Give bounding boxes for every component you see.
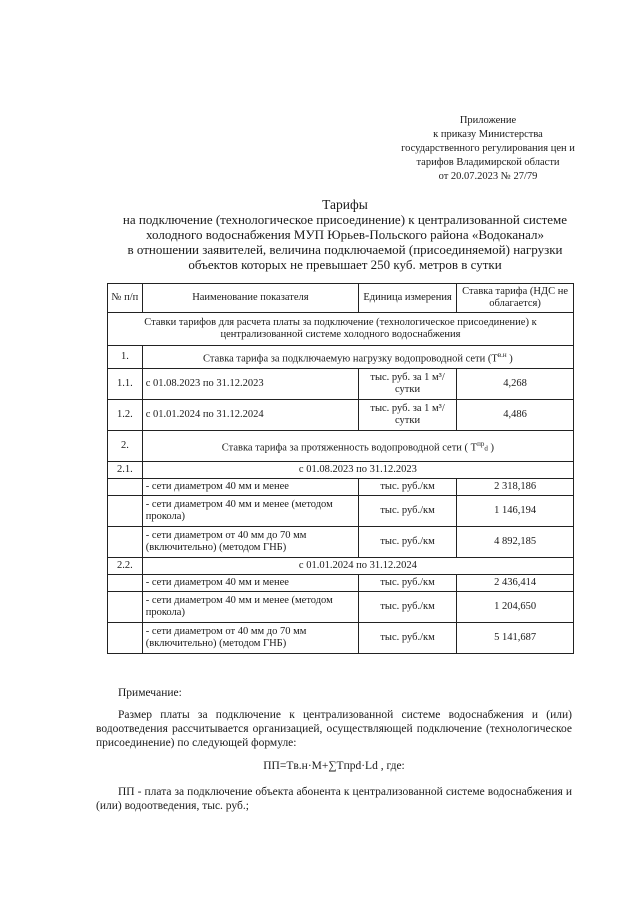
row-name: - сети диаметром от 40 мм до 70 мм (включительно) (методом ГНБ): [142, 623, 358, 654]
table-row: [108, 592, 574, 623]
row-rate: 4 892,185: [457, 527, 574, 558]
appendix-header: [378, 114, 598, 184]
row-name: - сети диаметром от 40 мм до 70 мм (включительно) (методом ГНБ): [142, 527, 358, 558]
group-title: Ставка тарифа за подключаемую нагрузку водопроводной сети ($T^{в.н}$ ): [142, 346, 573, 369]
table-row: [108, 496, 574, 527]
header-no: № п/п: [108, 284, 143, 313]
table-header-row: [108, 284, 574, 313]
table-row: [108, 623, 574, 654]
period-label: с 01.08.2023 по 31.12.2023: [142, 462, 573, 479]
period-no: 2.1.: [108, 462, 143, 479]
group-row: [108, 346, 574, 369]
title-line: объектов которых не превышает 250 куб. метров в сутки: [188, 257, 502, 272]
row-no: 1.2.: [108, 400, 143, 431]
notes-heading: Примечание:: [118, 687, 182, 699]
table-row: [108, 527, 574, 558]
row-rate: 2 318,186: [457, 479, 574, 496]
row-rate: 4,486: [457, 400, 574, 431]
table-row: [108, 400, 574, 431]
row-unit: тыс. руб./км: [359, 496, 457, 527]
row-rate: 1 204,650: [457, 592, 574, 623]
appendix-line: к приказу Министерства: [433, 129, 543, 140]
row-name: - сети диаметром 40 мм и менее (методом прокола): [142, 496, 358, 527]
group-row: [108, 431, 574, 462]
row-name: - сети диаметром 40 мм и менее: [142, 479, 358, 496]
header-rate: Ставка тарифа (НДС не облагается): [457, 284, 574, 313]
row-rate: 5 141,687: [457, 623, 574, 654]
row-unit: тыс. руб. за 1 м³/сутки: [359, 369, 457, 400]
row-rate: 1 146,194: [457, 496, 574, 527]
row-unit: тыс. руб./км: [359, 479, 457, 496]
period-row: [108, 462, 574, 479]
title-line: в отношении заявителей, величина подключаемой (присоединяемой) нагрузки: [127, 242, 563, 257]
row-unit: тыс. руб. за 1 м³/сутки: [359, 400, 457, 431]
row-name: с 01.08.2023 по 31.12.2023: [142, 369, 358, 400]
row-name: с 01.01.2024 по 31.12.2024: [142, 400, 358, 431]
period-label: с 01.01.2024 по 31.12.2024: [142, 558, 573, 575]
appendix-line: государственного регулирования цен и: [401, 143, 575, 154]
appendix-line: от 20.07.2023 № 27/79: [438, 171, 538, 182]
header-unit: Единица измерения: [359, 284, 457, 313]
row-unit: тыс. руб./км: [359, 575, 457, 592]
appendix-line: Приложение: [459, 115, 517, 126]
notes-paragraph: Размер платы за подключение к централизованной системе водоснабжения и (или) водоотведения рассчитывается организацией, осуществляющей подключение (технологическое присоединение) по следующей формуле:: [96, 709, 572, 749]
row-no: 1.1.: [108, 369, 143, 400]
row-unit: тыс. руб./км: [359, 623, 457, 654]
section-row: [108, 313, 574, 346]
notes-section: [96, 686, 572, 813]
table-row: [108, 479, 574, 496]
table-row: [108, 369, 574, 400]
row-unit: тыс. руб./км: [359, 592, 457, 623]
title-line: холодного водоснабжения МУП Юрьев-Польского района «Водоканал»: [146, 227, 544, 242]
row-unit: тыс. руб./км: [359, 527, 457, 558]
group-title: Ставка тарифа за протяженность водопроводной сети ( $T^{пр}d$ ): [142, 431, 573, 462]
period-row: [108, 558, 574, 575]
row-rate: 2 436,414: [457, 575, 574, 592]
appendix-line: тарифов Владимирской области: [416, 157, 560, 168]
document-title: [96, 197, 594, 272]
title-line: на подключение (технологическое присоединение) к централизованной системе: [122, 212, 568, 227]
period-no: 2.2.: [108, 558, 143, 575]
row-rate: 4,268: [457, 369, 574, 400]
group-no: 1.: [108, 346, 143, 369]
formula: ПП=Tв.н·M+∑Tпрd·Ld , где:: [263, 760, 405, 772]
title-line: Тарифы: [322, 197, 368, 212]
table-row: [108, 575, 574, 592]
row-name: - сети диаметром 40 мм и менее: [142, 575, 358, 592]
tariff-table: [107, 283, 574, 654]
notes-paragraph: ПП - плата за подключение объекта абонента к централизованной системе водоснабжения и (или) водоотведения, тыс. руб.;: [96, 786, 572, 812]
group-no: 2.: [108, 431, 143, 462]
header-name: Наименование показателя: [142, 284, 358, 313]
row-name: - сети диаметром 40 мм и менее (методом прокола): [142, 592, 358, 623]
section-title: Ставки тарифов для расчета платы за подключение (технологическое присоединение) к централизованной системе холодного водоснабжения: [108, 313, 574, 346]
